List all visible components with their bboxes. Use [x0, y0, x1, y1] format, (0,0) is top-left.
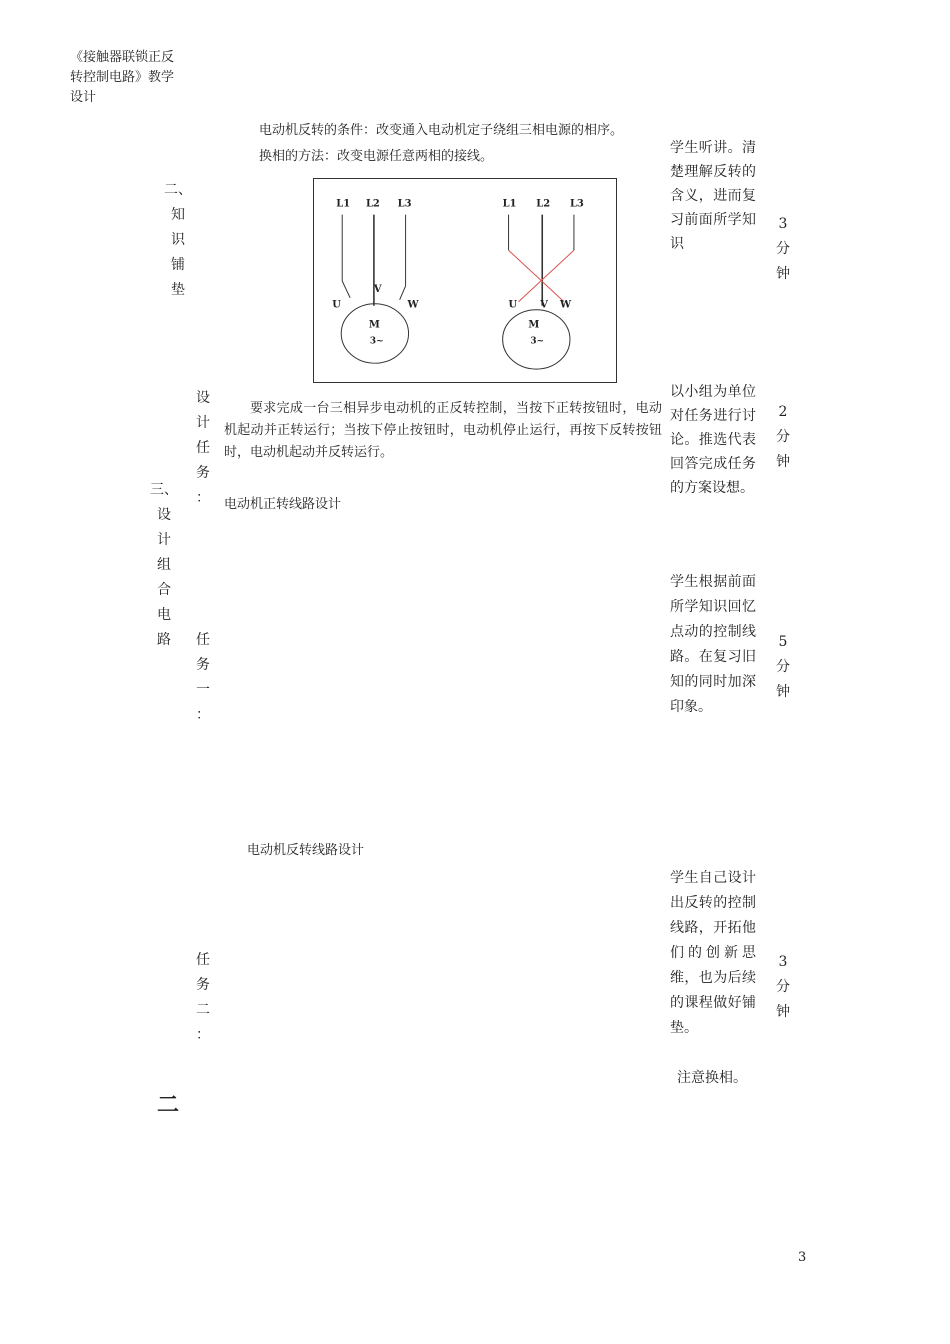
section3-label: 三、 设 计 组 合 电 路	[150, 482, 178, 648]
document-header: 《接触器联锁正反转控制电路》教学设计	[70, 50, 175, 105]
motor-wiring-figure	[313, 178, 617, 383]
forward-wiring-diagram	[332, 199, 419, 363]
left-U-label: U	[332, 299, 341, 311]
task2-note: 注意换相。	[677, 1070, 747, 1086]
right-V-label: V	[540, 299, 548, 311]
left-L3-wire-bend	[400, 286, 406, 300]
bottom-section-mark: 二	[157, 1092, 180, 1118]
task1-time: 5 分 钟	[776, 634, 790, 700]
task2-title: 电动机反转线路设计	[247, 843, 365, 858]
right-L1-label: L1	[502, 198, 517, 210]
design-task-text: 要求完成一台三相异步电动机的正反转控制，当按下正转按钮时，电动机起动并正转运行；当按下停止按钮时，电动机停止运行，再按下反转按钮时，电动机起动并反转运行。	[224, 401, 662, 460]
page-number: 3	[798, 1250, 807, 1265]
right-swap-wire-a	[509, 250, 564, 301]
reverse-wiring-diagram	[503, 199, 584, 369]
wiring-diagram-svg	[314, 179, 616, 382]
right-L3-label: L3	[569, 198, 584, 210]
section2-label: 二、 知 识 铺 垫	[164, 182, 192, 298]
right-swap-wire-b	[518, 250, 573, 301]
left-L1-label: L1	[336, 198, 351, 210]
left-W-label: W	[407, 299, 419, 311]
task2-student-activity: 学生自己设计出反转的控制线路，开拓他们的创新思维，也为后续的课程做好铺垫。	[670, 870, 756, 1036]
left-motor-M: M	[368, 319, 380, 331]
design-task-time: 2 分 钟	[776, 404, 790, 470]
left-L3-label: L3	[397, 198, 412, 210]
task2-time: 3 分 钟	[776, 954, 790, 1020]
left-V-label: V	[373, 283, 382, 295]
design-task-label: 设 计 任 务 ：	[196, 390, 210, 506]
section2-student-activity: 学生听讲。清楚理解反转的含义，进而复习前面所学知识	[670, 140, 756, 252]
section2-time: 3 分 钟	[776, 216, 790, 282]
task1-title: 电动机正转线路设计	[224, 497, 342, 512]
left-motor-circle	[341, 304, 408, 363]
task2-label: 任 务 二 ：	[196, 952, 210, 1043]
right-L2-label: L2	[536, 198, 551, 210]
left-L1-wire-bend	[342, 281, 350, 298]
right-motor-phase: 3~	[530, 336, 545, 347]
design-task-student-activity: 以小组为单位对任务进行讨论。推选代表回答完成任务的方案设想。	[670, 384, 756, 496]
task1-label: 任 务 一 ：	[196, 632, 210, 723]
right-U-label: U	[508, 299, 518, 311]
reverse-condition-text: 电动机反转的条件：改变通入电动机定子绕组三相电源的相序。	[259, 123, 624, 138]
left-L2-label: L2	[365, 198, 380, 210]
task1-student-activity: 学生根据前面所学知识回忆点动的控制线路。在复习旧知的同时加深印象。	[670, 574, 756, 715]
phase-swap-method-text: 换相的方法：改变电源任意两相的接线。	[259, 149, 494, 164]
right-W-label: W	[560, 299, 572, 311]
left-motor-phase: 3~	[369, 336, 384, 347]
right-motor-M: M	[528, 319, 540, 331]
